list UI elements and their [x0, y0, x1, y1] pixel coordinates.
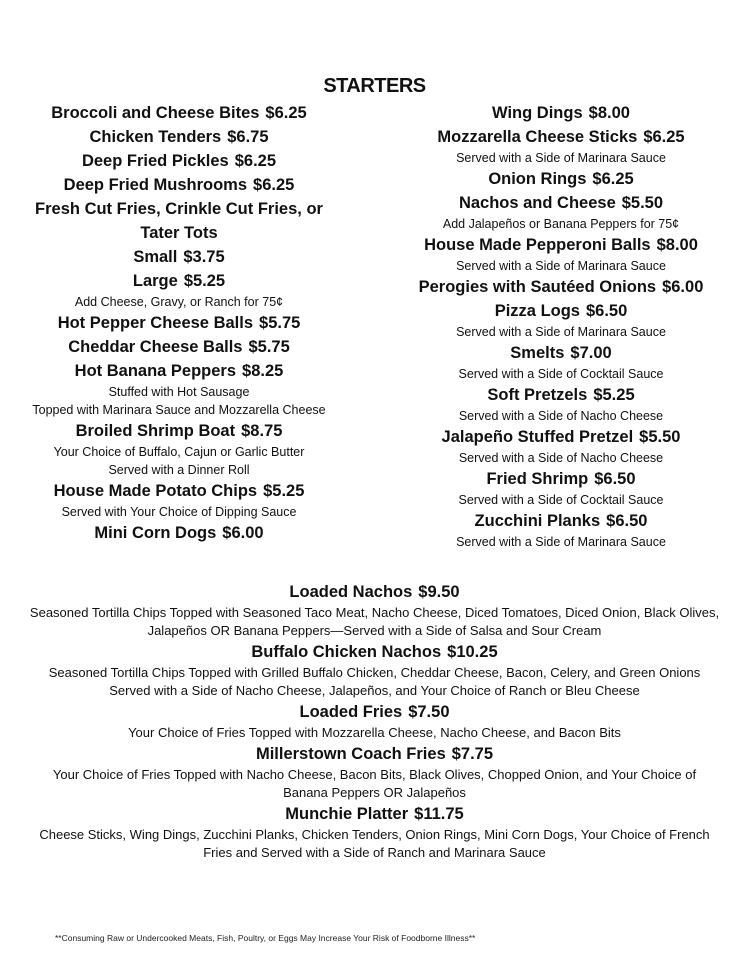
- item-price: $6.25: [253, 176, 295, 194]
- footnote: **Consuming Raw or Undercooked Meats, Fish, Poultry, or Eggs May Increase Your Risk of Foodborne Illness**: [55, 933, 476, 943]
- item-name: Hot Pepper Cheese Balls: [57, 314, 254, 332]
- menu-item-house-made-pepperoni-balls: [380, 233, 742, 257]
- item-name: Loaded Nachos: [289, 583, 413, 601]
- item-name: Onion Rings: [488, 170, 587, 188]
- menu-item-zucchini-planks: [380, 509, 742, 533]
- menu-item-fried-shrimp: [380, 467, 742, 491]
- item-description: Your Choice of Fries Topped with Mozzarella Cheese, Nacho Cheese, and Bacon Bits: [128, 725, 621, 740]
- menu-item-smelts: [380, 341, 742, 365]
- item-price: $6.00: [662, 278, 704, 296]
- menu-item-large: [0, 269, 358, 293]
- menu-item-tater-tots: [0, 221, 358, 245]
- menu-item-pizza-logs: [380, 299, 742, 323]
- item-price: $6.25: [265, 104, 307, 122]
- item-name: House Made Pepperoni Balls: [424, 236, 651, 254]
- item-price: $6.25: [234, 152, 277, 170]
- item-name: Large: [132, 272, 178, 290]
- item-description: Add Jalapeños or Banana Peppers for 75¢: [442, 217, 680, 231]
- item-name: Mini Corn Dogs: [94, 524, 217, 542]
- item-price: $8.00: [588, 104, 630, 122]
- item-price: $9.50: [418, 583, 460, 601]
- menu-item-wing-dings: [380, 101, 742, 125]
- item-description: Your Choice of Fries Topped with Nacho Cheese, Bacon Bits, Black Olives, Chopped Onion, and Your Choice of: [52, 767, 697, 782]
- item-price: $8.25: [242, 362, 284, 380]
- item-name: Tater Tots: [140, 224, 218, 242]
- item-price: $5.75: [248, 338, 290, 356]
- menu-item-munchie-platter: [0, 802, 749, 826]
- item-description: Served with a Side of Cocktail Sauce: [458, 367, 664, 381]
- item-name: Zucchini Planks: [474, 512, 601, 530]
- item-name: House Made Potato Chips: [53, 482, 258, 500]
- item-description: Served with Your Choice of Dipping Sauce: [61, 505, 297, 519]
- item-description: Your Choice of Buffalo, Cajun or Garlic Butter: [53, 445, 305, 459]
- item-price: $6.50: [594, 470, 636, 488]
- item-price: $6.75: [227, 128, 269, 146]
- item-price: $10.25: [447, 643, 498, 661]
- menu-item-hot-pepper-cheese-balls: [0, 311, 358, 335]
- item-description: Banana Peppers OR Jalapeños: [283, 785, 466, 800]
- menu-item-onion-rings: [380, 167, 742, 191]
- menu-item-deep-fried-mushrooms: [0, 173, 358, 197]
- item-name: Munchie Platter: [285, 805, 409, 823]
- item-price: $5.25: [593, 386, 635, 404]
- menu-item-cheddar-cheese-balls: [0, 335, 358, 359]
- item-price: $5.25: [183, 272, 226, 290]
- item-description: Served with a Side of Marinara Sauce: [456, 151, 666, 165]
- item-name: Buffalo Chicken Nachos: [251, 643, 442, 661]
- item-name: Fresh Cut Fries, Crinkle Cut Fries, or: [35, 200, 323, 218]
- menu-item-broiled-shrimp-boat: [0, 419, 358, 443]
- menu-item-loaded-nachos: [0, 580, 749, 604]
- menu-item-jalape-o-stuffed-pretzel: [380, 425, 742, 449]
- item-price: $5.75: [259, 314, 301, 332]
- item-price: $5.25: [263, 482, 305, 500]
- item-name: Smelts: [510, 344, 565, 362]
- item-price: $5.50: [621, 194, 664, 212]
- item-description: Served with a Dinner Roll: [108, 463, 250, 477]
- item-description: Topped with Marinara Sauce and Mozzarella Cheese: [32, 403, 326, 417]
- section-title: STARTERS: [323, 75, 426, 97]
- item-name: Deep Fried Pickles: [81, 152, 229, 170]
- item-price: $6.50: [606, 512, 648, 530]
- item-name: Jalapeño Stuffed Pretzel: [441, 428, 634, 446]
- item-price: $6.50: [585, 302, 628, 320]
- menu-item-loaded-fries: [0, 700, 749, 724]
- item-name: Wing Dings: [492, 104, 583, 122]
- item-price: $7.00: [570, 344, 612, 362]
- item-name: Small: [133, 248, 178, 266]
- item-description: Served with a Side of Marinara Sauce: [456, 325, 666, 339]
- item-name: Pizza Logs: [494, 302, 580, 320]
- item-price: $3.75: [183, 248, 225, 266]
- menu-item-deep-fried-pickles: [0, 149, 358, 173]
- menu-item-house-made-potato-chips: [0, 479, 358, 503]
- item-description: Served with a Side of Cocktail Sauce: [458, 493, 664, 507]
- item-name: Soft Pretzels: [487, 386, 588, 404]
- item-price: $8.00: [656, 236, 698, 254]
- menu-item-nachos-and-cheese: [380, 191, 742, 215]
- item-name: Hot Banana Peppers: [74, 362, 237, 380]
- item-name: Loaded Fries: [299, 703, 403, 721]
- item-name: Broccoli and Cheese Bites: [51, 104, 260, 122]
- item-name: Deep Fried Mushrooms: [63, 176, 248, 194]
- menu-item-mozzarella-cheese-sticks: [380, 125, 742, 149]
- item-description: Served with a Side of Nacho Cheese: [458, 451, 664, 465]
- item-name: Cheddar Cheese Balls: [68, 338, 243, 356]
- item-price: $6.25: [592, 170, 634, 188]
- menu-item-small: [0, 245, 358, 269]
- menu-item-mini-corn-dogs: [0, 521, 358, 545]
- menu-item-millerstown-coach-fries: [0, 742, 749, 766]
- item-price: $6.00: [222, 524, 264, 542]
- item-name: Fried Shrimp: [486, 470, 589, 488]
- item-name: Mozzarella Cheese Sticks: [437, 128, 638, 146]
- item-description: Stuffed with Hot Sausage: [108, 385, 250, 399]
- item-name: Broiled Shrimp Boat: [75, 422, 236, 440]
- item-price: $5.50: [639, 428, 681, 446]
- item-description: Jalapeños OR Banana Peppers—Served with a Side of Salsa and Sour Cream: [147, 623, 602, 638]
- item-name: Perogies with Sautéed Onions: [418, 278, 657, 296]
- menu-item-chicken-tenders: [0, 125, 358, 149]
- item-description: Fries and Served with a Side of Ranch and Marinara Sauce: [203, 845, 546, 860]
- item-description: Served with a Side of Marinara Sauce: [456, 535, 666, 549]
- menu-item-soft-pretzels: [380, 383, 742, 407]
- menu-item-fresh-cut-fries-crinkle-cut-fries-or: [0, 197, 358, 221]
- item-description: Seasoned Tortilla Chips Topped with Grilled Buffalo Chicken, Cheddar Cheese, Bacon, Celery, and Green Onions: [48, 665, 701, 680]
- item-name: Millerstown Coach Fries: [255, 745, 446, 763]
- item-description: Seasoned Tortilla Chips Topped with Seasoned Taco Meat, Nacho Cheese, Diced Tomatoes, Diced Onion, Black Olives,: [29, 605, 720, 620]
- item-description: Cheese Sticks, Wing Dings, Zucchini Planks, Chicken Tenders, Onion Rings, Mini Corn Dogs, Your Choice of French: [39, 827, 710, 842]
- item-price: $6.25: [643, 128, 685, 146]
- menu-item-perogies-with-saut-ed-onions: [380, 275, 742, 299]
- item-name: Nachos and Cheese: [458, 194, 616, 212]
- menu-item-hot-banana-peppers: [0, 359, 358, 383]
- item-description: Served with a Side of Nacho Cheese: [458, 409, 664, 423]
- item-name: Chicken Tenders: [89, 128, 222, 146]
- menu-item-buffalo-chicken-nachos: [0, 640, 749, 664]
- item-price: $11.75: [414, 805, 464, 823]
- right-column: [380, 101, 742, 551]
- item-price: $7.50: [408, 703, 450, 721]
- item-description: Add Cheese, Gravy, or Ranch for 75¢: [74, 295, 284, 309]
- item-description: Served with a Side of Marinara Sauce: [456, 259, 666, 273]
- item-price: $7.75: [451, 745, 494, 763]
- item-description: Served with a Side of Nacho Cheese, Jalapeños, and Your Choice of Ranch or Bleu Cheese: [109, 683, 640, 698]
- specialty-section: [0, 580, 749, 862]
- menu-item-broccoli-and-cheese-bites: [0, 101, 358, 125]
- left-column: [0, 101, 358, 545]
- item-price: $8.75: [241, 422, 283, 440]
